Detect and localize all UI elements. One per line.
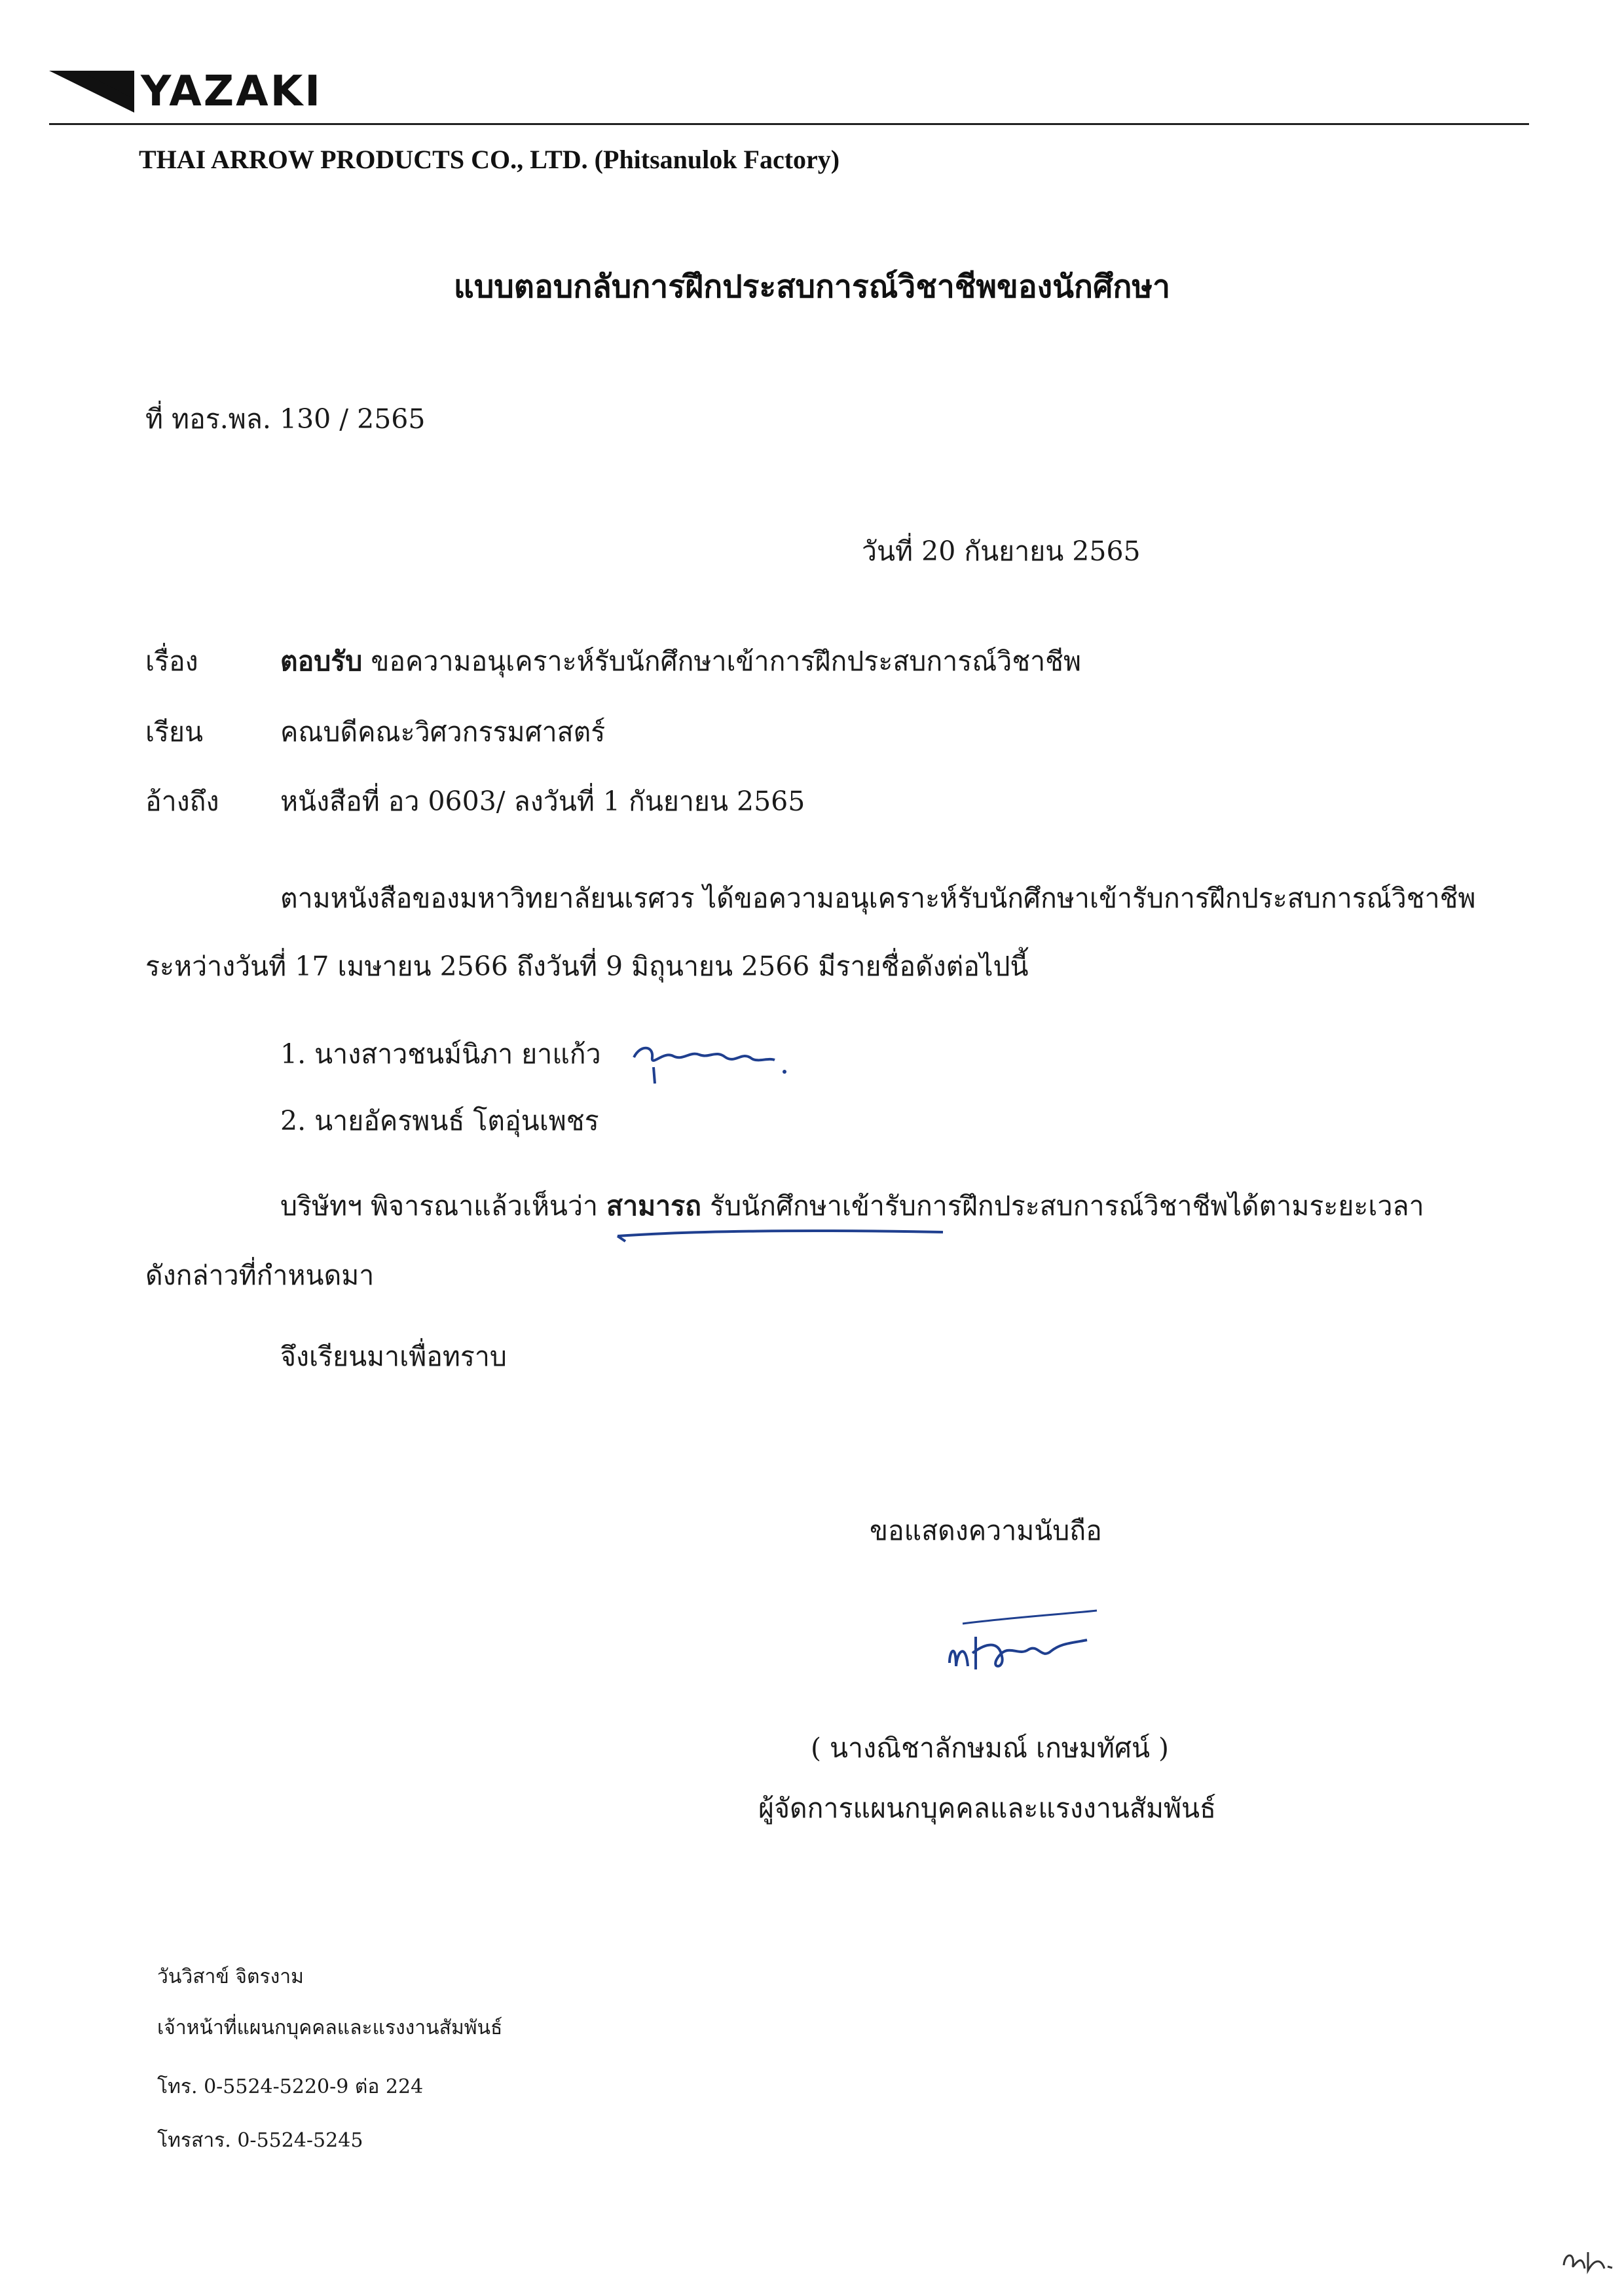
reference-number: ที่ ทอร.พล. 130 / 2565 <box>145 403 426 435</box>
contact-fax: โทรสาร. 0-5524-5245 <box>157 2129 363 2152</box>
para2-bold-word: สามารถ <box>606 1190 701 1222</box>
para2-prefix: บริษัทฯ พิจารณาแล้วเห็นว่า <box>280 1190 598 1222</box>
yazaki-logo-mark-icon <box>49 71 134 113</box>
contact-phone: โทร. 0-5524-5220-9 ต่อ 224 <box>157 2075 424 2098</box>
student-item-1: 1. นางสาวชนม์นิภา ยาแก้ว <box>280 1038 601 1070</box>
brand-name: YAZAKI <box>141 67 323 116</box>
handwritten-underline <box>612 1224 946 1244</box>
contact-role: เจ้าหน้าที่แผนกบุคคลและแรงงานสัมพันธ์ <box>157 2016 503 2039</box>
subject-line <box>280 642 1081 681</box>
signatory-name: ( นางณิชาลักษมณ์ เกษมทัศน์ ) <box>811 1732 1170 1764</box>
to-text: คณบดีคณะวิศวกรรมศาสตร์ <box>280 716 606 748</box>
page-initials-handwriting <box>1559 2239 1617 2278</box>
regards: ขอแสดงความนับถือ <box>870 1515 1102 1546</box>
student-item-2: 2. นายอัครพนธ์ โตอุ่นเพชร <box>280 1105 599 1137</box>
document-date: วันที่ 20 กันยายน 2565 <box>862 536 1141 567</box>
body-paragraph-2-line-2: ดังกล่าวที่กำหนดมา <box>145 1260 375 1291</box>
subject-text: ขอความอนุเคราะห์รับนักศึกษาเข้าการฝึกประสบการณ์วิชาชีพ <box>371 646 1082 677</box>
contact-name: วันวิสาข์ จิตรงาม <box>157 1965 304 1988</box>
manager-signature <box>936 1604 1107 1696</box>
company-logo <box>49 65 350 118</box>
para2-suffix: รับนักศึกษาเข้ารับการฝึกประสบการณ์วิชาชีพได้ตามระยะเวลา <box>710 1190 1424 1222</box>
body-paragraph-1-line-2: ระหว่างวันที่ 17 เมษายน 2566 ถึงวันที่ 9 มิถุนายน 2566 มีรายชื่อดังต่อไปนี้ <box>145 951 1029 982</box>
student-initials-handwriting <box>627 1031 798 1090</box>
subject-bold-word: ตอบรับ <box>280 646 363 677</box>
closing-line: จึงเรียนมาเพื่อทราบ <box>280 1341 507 1372</box>
body-paragraph-2-line-1 <box>280 1186 1424 1226</box>
to-label: เรียน <box>145 716 204 748</box>
reference-label: อ้างถึง <box>145 786 219 817</box>
company-name: THAI ARROW PRODUCTS CO., LTD. (Phitsanulok Factory) <box>139 145 840 174</box>
subject-label: เรื่อง <box>145 646 198 677</box>
body-paragraph-1-line-1: ตามหนังสือของมหาวิทยาลัยนเรศวร ได้ขอความอนุเคราะห์รับนักศึกษาเข้ารับการฝึกประสบการณ์วิชาชีพ <box>280 883 1476 914</box>
document-title: แบบตอบกลับการฝึกประสบการณ์วิชาชีพของนักศึกษา <box>453 268 1171 305</box>
reference-text: หนังสือที่ อว 0603/ ลงวันที่ 1 กันยายน 2565 <box>280 786 805 817</box>
signatory-position: ผู้จัดการแผนกบุคคลและแรงงานสัมพันธ์ <box>758 1793 1217 1824</box>
header-divider <box>49 123 1529 125</box>
